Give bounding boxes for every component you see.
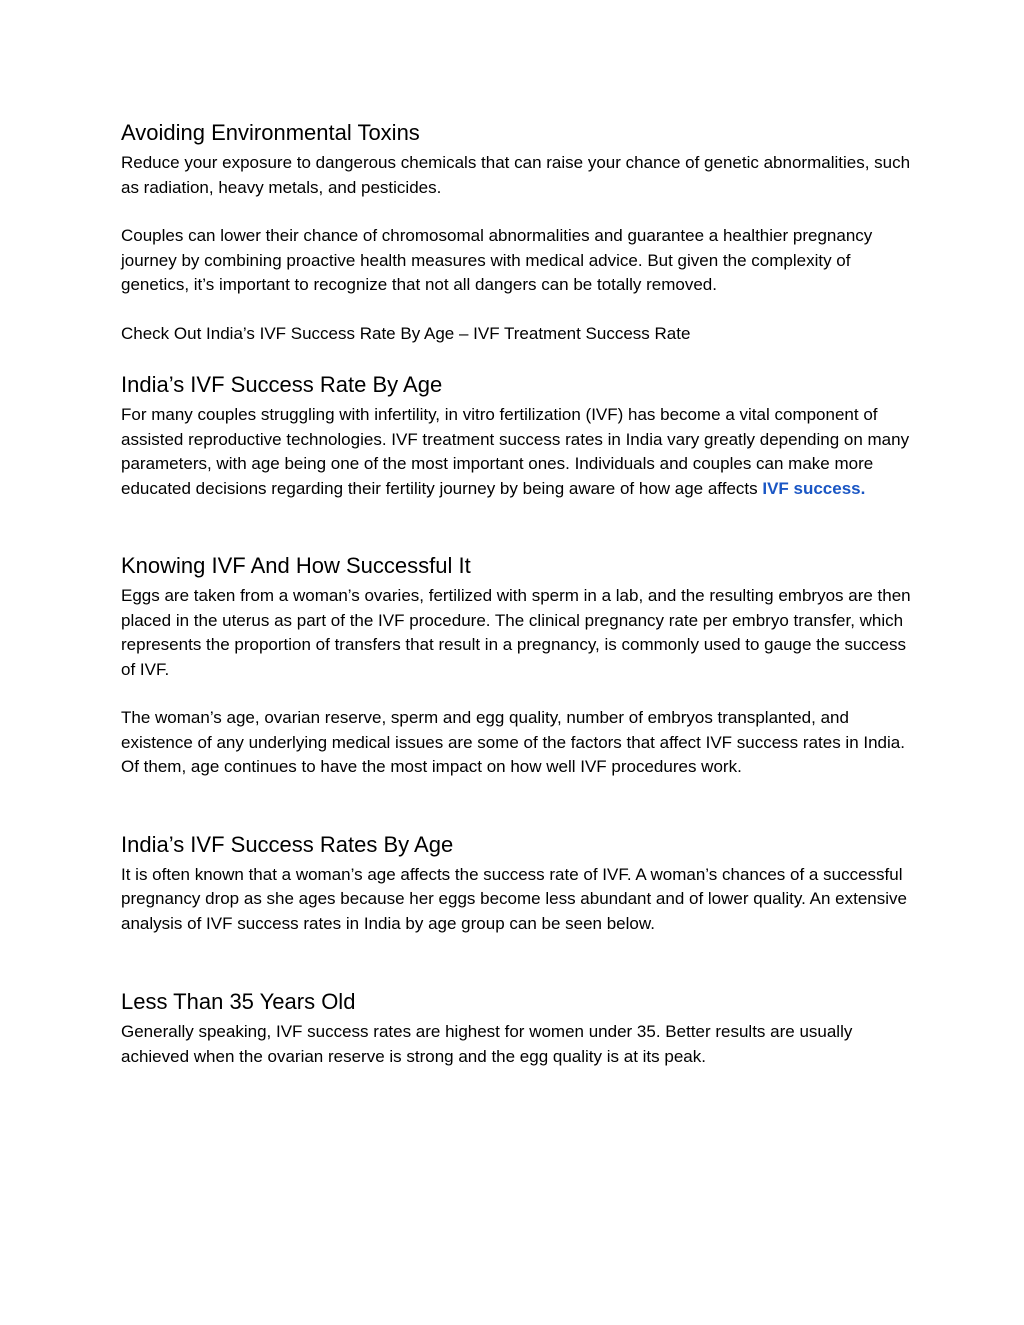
heading-less-than-35: Less Than 35 Years Old	[121, 989, 356, 1014]
heading-india-ivf-success-rate-by-age: India’s IVF Success Rate By Age	[121, 372, 443, 397]
heading-avoiding-environmental-toxins: Avoiding Environmental Toxins	[121, 120, 420, 145]
heading-knowing-ivf: Knowing IVF And How Successful It	[121, 553, 471, 578]
paragraph-under-35: Generally speaking, IVF success rates are highest for women under 35. Better results are usually achieved when the ovarian reserve is strong and the egg quality is at its peak.	[121, 1022, 853, 1066]
document-page	[121, 119, 911, 1069]
paragraph-couples-lower-risk: Couples can lower their chance of chromosomal abnormalities and guarantee a healthier pregnancy journey by combining proactive health measures with medical advice. But given the complexity of genetics, it’s important to recognize that not all dangers can be totally removed.	[121, 226, 873, 294]
ivf-success-link[interactable]: IVF success.	[762, 478, 866, 498]
paragraph-ivf-factors: The woman’s age, ovarian reserve, sperm and egg quality, number of embryos transplanted, and existence of any underlying medical issues are some of the factors that affect IVF success rates in India. Of them, age continues to have the most impact on how well IVF procedures work.	[121, 708, 905, 776]
paragraph-toxins-intro: Reduce your exposure to dangerous chemicals that can raise your chance of genetic abnormalities, such as radiation, heavy metals, and pesticides.	[121, 153, 911, 197]
paragraph-ivf-intro-text: For many couples struggling with infertility, in vitro fertilization (IVF) has become a vital component of assisted reproductive technologies. IVF treatment success rates in India vary greatly depending on many parameters, with age being one of the most important ones. Individuals and couples can make more educated decisions regarding their fertility journey by being aware of how age affects	[121, 405, 910, 498]
heading-india-ivf-success-rates-by-age: India’s IVF Success Rates By Age	[121, 831, 454, 857]
paragraph-ivf-procedure: Eggs are taken from a woman’s ovaries, fertilized with sperm in a lab, and the resulting embryos are then placed in the uterus as part of the IVF procedure. The clinical pregnancy rate per embryo transfer, which represents the proportion of transfers that result in a pregnancy, is commonly used to gauge the success of IVF.	[121, 586, 911, 679]
paragraph-ivf-intro	[121, 403, 911, 501]
paragraph-check-out: Check Out India’s IVF Success Rate By Age – IVF Treatment Success Rate	[121, 323, 691, 343]
paragraph-age-affects-success: It is often known that a woman’s age affects the success rate of IVF. A woman’s chances of a successful pregnancy drop as she ages because her eggs become less abundant and of lower quality. An extensive analysis of IVF success rates in India by age group can be seen below.	[121, 864, 907, 933]
